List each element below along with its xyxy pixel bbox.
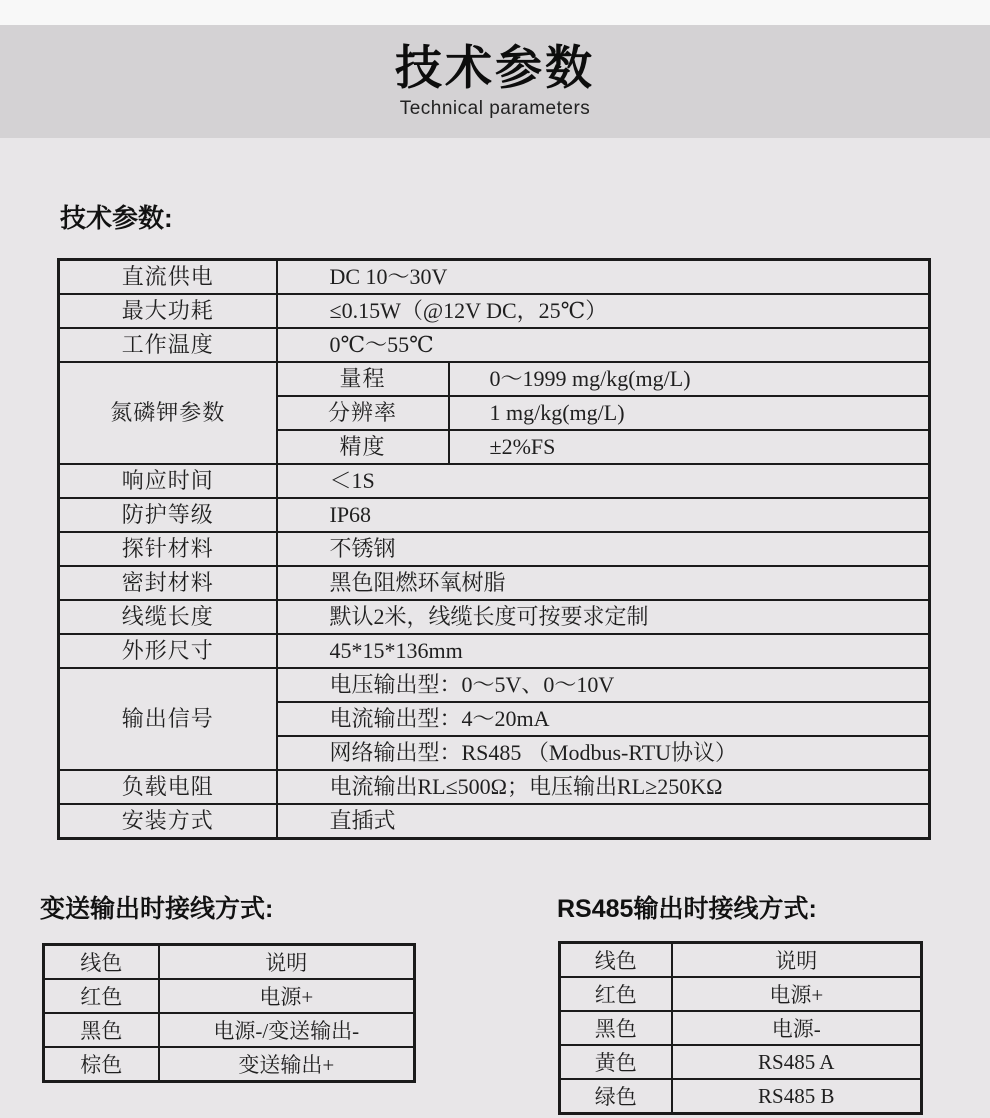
wire-color: 黄色 [560, 1045, 672, 1079]
spec-value: 默认2米，线缆长度可按要求定制 [277, 600, 930, 634]
table-row [560, 1079, 922, 1114]
spec-value: 黑色阻燃环氧树脂 [277, 566, 930, 600]
table-row [59, 260, 930, 295]
wire-color: 黑色 [560, 1011, 672, 1045]
table-row [59, 294, 930, 328]
wire-color: 红色 [560, 977, 672, 1011]
wire-description: RS485 B [672, 1079, 922, 1114]
spec-label: 安装方式 [59, 804, 277, 839]
table-row [59, 532, 930, 566]
table-row [44, 1047, 415, 1082]
wire-color: 绿色 [560, 1079, 672, 1114]
main-spec-table [57, 258, 931, 840]
spec-value: 电流输出RL≤500Ω；电压输出RL≥250KΩ [277, 770, 930, 804]
wire-color: 红色 [44, 979, 159, 1013]
wiring-title-transmitter: 变送输出时接线方式: [40, 895, 274, 923]
table-row [59, 464, 930, 498]
table-row [560, 1011, 922, 1045]
table-row [59, 600, 930, 634]
spec-value: 45*15*136mm [277, 634, 930, 668]
wire-description: 电源- [672, 1011, 922, 1045]
wiring-table-transmitter [42, 943, 416, 1083]
wiring-table-rs485 [558, 941, 923, 1115]
spec-value: 0～1999 mg/kg(mg/L) [449, 362, 930, 396]
page-subtitle: Technical parameters [399, 98, 591, 120]
table-row [59, 498, 930, 532]
spec-value: DC 10～30V [277, 260, 930, 295]
wire-color: 棕色 [44, 1047, 159, 1082]
table-row [560, 977, 922, 1011]
column-header: 说明 [672, 943, 922, 978]
table-row [59, 566, 930, 600]
wire-description: 电源+ [159, 979, 415, 1013]
header-band [0, 25, 990, 138]
spec-value: 直插式 [277, 804, 930, 839]
page-title: 技术参数 [395, 40, 595, 94]
spec-label: 防护等级 [59, 498, 277, 532]
section-title: 技术参数: [60, 203, 173, 233]
wire-description: 变送输出+ [159, 1047, 415, 1082]
wire-description: 电源+ [672, 977, 922, 1011]
table-row [59, 668, 930, 702]
table-row [59, 770, 930, 804]
table-row [44, 1013, 415, 1047]
spec-sublabel: 分辨率 [277, 396, 449, 430]
spec-value: 0℃～55℃ [277, 328, 930, 362]
top-strip [0, 0, 990, 25]
wire-description: 电源-/变送输出- [159, 1013, 415, 1047]
spec-value: 网络输出型：RS485 （Modbus-RTU协议） [277, 736, 930, 770]
table-row [59, 362, 930, 396]
column-header: 线色 [560, 943, 672, 978]
wire-color: 黑色 [44, 1013, 159, 1047]
spec-label: 响应时间 [59, 464, 277, 498]
spec-label: 探针材料 [59, 532, 277, 566]
table-row [560, 943, 922, 978]
column-header: 说明 [159, 945, 415, 980]
table-row [59, 804, 930, 839]
wiring-title-rs485: RS485输出时接线方式: [557, 895, 817, 923]
spec-sublabel: 精度 [277, 430, 449, 464]
spec-label: 负载电阻 [59, 770, 277, 804]
spec-value: 电压输出型：0～5V、0～10V [277, 668, 930, 702]
spec-label: 氮磷钾参数 [59, 362, 277, 464]
table-row [560, 1045, 922, 1079]
spec-value: 1 mg/kg(mg/L) [449, 396, 930, 430]
table-row [44, 979, 415, 1013]
spec-value: ≤0.15W（@12V DC，25℃） [277, 294, 930, 328]
column-header: 线色 [44, 945, 159, 980]
table-row [59, 634, 930, 668]
spec-value: ＜1S [277, 464, 930, 498]
spec-label: 线缆长度 [59, 600, 277, 634]
table-row [59, 328, 930, 362]
spec-label: 密封材料 [59, 566, 277, 600]
spec-label: 外形尺寸 [59, 634, 277, 668]
spec-label: 直流供电 [59, 260, 277, 295]
spec-label: 工作温度 [59, 328, 277, 362]
spec-value: IP68 [277, 498, 930, 532]
spec-value: ±2%FS [449, 430, 930, 464]
spec-sublabel: 量程 [277, 362, 449, 396]
spec-value: 不锈钢 [277, 532, 930, 566]
table-row [44, 945, 415, 980]
spec-value: 电流输出型：4～20mA [277, 702, 930, 736]
spec-label: 最大功耗 [59, 294, 277, 328]
wire-description: RS485 A [672, 1045, 922, 1079]
spec-label: 输出信号 [59, 668, 277, 770]
